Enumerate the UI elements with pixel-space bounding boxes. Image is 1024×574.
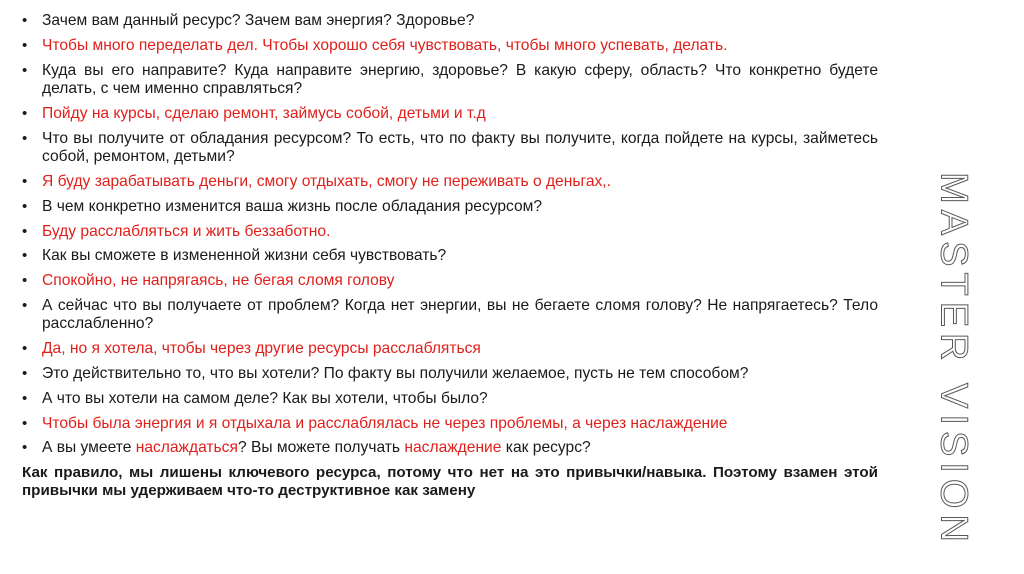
list-item: • Да, но я хотела, чтобы через другие ресурсы расслабляться [22, 340, 878, 359]
list-item: • Как вы сможете в измененной жизни себя чувствовать? [22, 247, 878, 266]
list-item: • Что вы получите от обладания ресурсом? То есть, что по факту вы получите, когда пойдете на курсы, займетесь собой, ремонтом, детьми? [22, 130, 878, 167]
last-item-text: как ресурс? [501, 439, 591, 457]
list-item: • А сейчас что вы получаете от проблем? Когда нет энергии, вы не бегаете сломя голову? Не напрягаетесь? Тело расслабленно? [22, 297, 878, 334]
list-item: • Чтобы была энергия и я отдыхала и расслаблялась не через проблемы, а через наслаждение [22, 415, 878, 434]
last-item-text: ? Вы можете получать [237, 439, 405, 457]
slide-content [22, 12, 878, 500]
list-item: • Зачем вам данный ресурс? Зачем вам энергия? Здоровье? [22, 12, 878, 31]
list-item: • А что вы хотели на самом деле? Как вы хотели, чтобы было? [22, 390, 878, 409]
summary-paragraph: Как правило, мы лишены ключевого ресурса, потому что нет на это привычки/навыка. Поэтому взамен этой привычки мы удерживаем что-то деструктивное как замену [22, 464, 878, 500]
list-item-last [22, 439, 878, 458]
list-item: • В чем конкретно изменится ваша жизнь после обладания ресурсом? [22, 198, 878, 217]
list-item: • Буду расслабляться и жить беззаботно. [22, 223, 878, 242]
logo-text: MASTER VISION [932, 172, 975, 548]
list-item: • Спокойно, не напрягаясь, не бегая сломя голову [22, 272, 878, 291]
highlight-enjoy: наслаждаться [135, 439, 238, 457]
last-item-text: А вы умеете [42, 439, 136, 457]
highlight-enjoyment: наслаждение [404, 439, 502, 457]
list-item: • Куда вы его направите? Куда направите энергию, здоровье? В какую сферу, область? Что конкретно будете делать, с чем именно справляться? [22, 62, 878, 99]
list-item: • Пойду на курсы, сделаю ремонт, займусь собой, детьми и т.д [22, 105, 878, 124]
list-item: • Чтобы много переделать дел. Чтобы хорошо себя чувствовать, чтобы много успевать, делать. [22, 37, 878, 56]
list-item: • Я буду зарабатывать деньги, смогу отдыхать, смогу не переживать о деньгах,. [22, 173, 878, 192]
master-vision-logo [933, 172, 973, 548]
bullet-list [22, 12, 878, 458]
list-item: • Это действительно то, что вы хотели? По факту вы получили желаемое, пусть не тем способом? [22, 365, 878, 384]
